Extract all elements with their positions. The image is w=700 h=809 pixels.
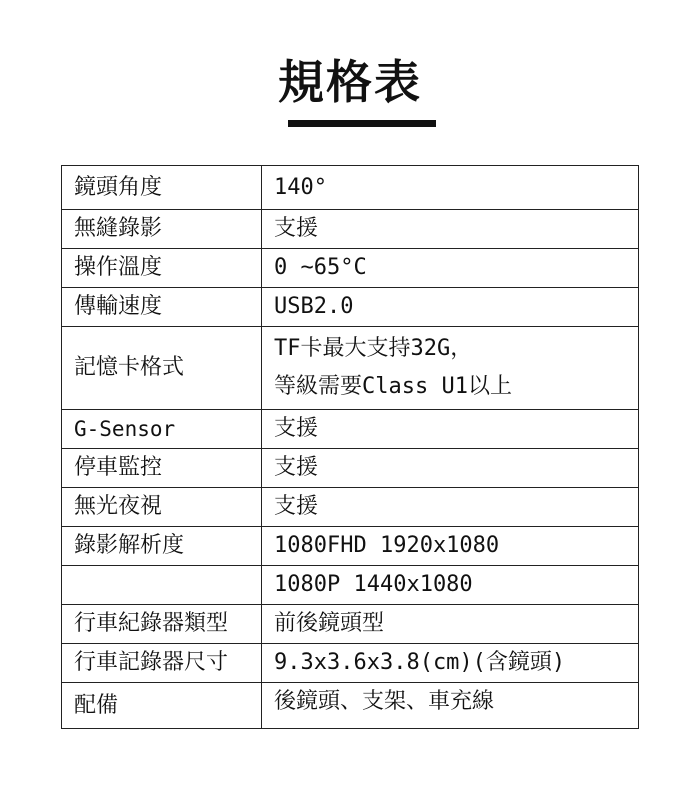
spec-label bbox=[62, 566, 262, 605]
spec-label: 無縫錄影 bbox=[62, 210, 262, 249]
title-underline bbox=[288, 120, 436, 127]
spec-label: 行車記錄器尺寸 bbox=[62, 644, 262, 683]
spec-value: 支援 bbox=[262, 449, 639, 488]
table-row bbox=[62, 566, 639, 605]
spec-value: 1080FHD 1920x1080 bbox=[262, 527, 639, 566]
spec-value-line: TF卡最大支持32G， bbox=[274, 336, 473, 361]
table-row bbox=[62, 327, 639, 410]
spec-value: 後鏡頭、支架、車充線 bbox=[262, 683, 639, 729]
spec-label: 鏡頭角度 bbox=[62, 166, 262, 210]
spec-value: 140° bbox=[262, 166, 639, 210]
spec-label: 無光夜視 bbox=[62, 488, 262, 527]
spec-value: 0 ~65°C bbox=[262, 249, 639, 288]
table-row bbox=[62, 410, 639, 449]
spec-value bbox=[262, 327, 639, 410]
spec-value: 前後鏡頭型 bbox=[262, 605, 639, 644]
spec-label: 配備 bbox=[62, 683, 262, 729]
table-row bbox=[62, 249, 639, 288]
table-row bbox=[62, 683, 639, 729]
spec-label: 行車紀錄器類型 bbox=[62, 605, 262, 644]
spec-value: 支援 bbox=[262, 410, 639, 449]
spec-value: 支援 bbox=[262, 210, 639, 249]
spec-label: 傳輸速度 bbox=[62, 288, 262, 327]
table-row bbox=[62, 605, 639, 644]
spec-label: 錄影解析度 bbox=[62, 527, 262, 566]
spec-value: USB2.0 bbox=[262, 288, 639, 327]
table-row bbox=[62, 288, 639, 327]
page-title: 規格表 bbox=[278, 55, 422, 109]
spec-label: G-Sensor bbox=[62, 410, 262, 449]
table-row bbox=[62, 449, 639, 488]
table-row bbox=[62, 644, 639, 683]
spec-label: 操作溫度 bbox=[62, 249, 262, 288]
spec-table bbox=[61, 165, 639, 729]
spec-label: 停車監控 bbox=[62, 449, 262, 488]
spec-value-line: 等級需要Class U1以上 bbox=[274, 374, 512, 399]
spec-value: 9.3x3.6x3.8(cm)(含鏡頭) bbox=[262, 644, 639, 683]
table-row bbox=[62, 527, 639, 566]
table-row bbox=[62, 210, 639, 249]
table-row bbox=[62, 488, 639, 527]
spec-value: 支援 bbox=[262, 488, 639, 527]
spec-label: 記憶卡格式 bbox=[62, 327, 262, 410]
spec-value: 1080P 1440x1080 bbox=[262, 566, 639, 605]
table-row bbox=[62, 166, 639, 210]
